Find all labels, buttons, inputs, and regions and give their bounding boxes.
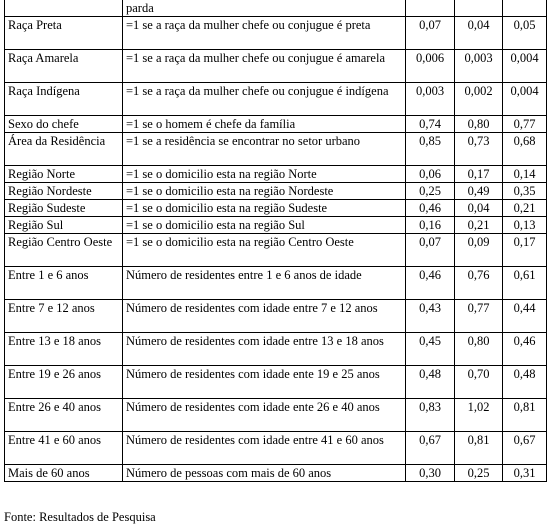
value-cell-3: 0,68 (503, 133, 547, 166)
variable-cell: Entre 19 e 26 anos (5, 366, 123, 399)
variable-cell: Raça Preta (5, 17, 123, 50)
table-row (5, 83, 547, 116)
variable-cell: Sexo do chefe (5, 116, 123, 133)
table-row (5, 217, 547, 234)
value-cell-3: 0,004 (503, 50, 547, 83)
description-cell: =1 se a raça da mulher chefe ou conjugue é indígena (123, 83, 406, 116)
value-cell-2: 0,04 (455, 200, 503, 217)
value-cell-2: 0,70 (455, 366, 503, 399)
description-cell: Número de residentes com idade ente 19 e 25 anos (123, 366, 406, 399)
value-cell-3: 0,14 (503, 166, 547, 183)
value-cell-1: 0,43 (406, 300, 455, 333)
value-cell-2: 0,77 (455, 300, 503, 333)
value-cell-2: 0,003 (455, 50, 503, 83)
table-row (5, 200, 547, 217)
description-cell: Número de residentes com idade ente 26 e 40 anos (123, 399, 406, 432)
description-cell: Número de residentes com idade entre 13 e 18 anos (123, 333, 406, 366)
value-cell-2: 0,17 (455, 166, 503, 183)
variable-cell: Região Centro Oeste (5, 234, 123, 267)
variable-cell: Região Sul (5, 217, 123, 234)
table-row (5, 50, 547, 83)
variable-cell: Raça Indígena (5, 83, 123, 116)
table-row (5, 116, 547, 133)
value-cell-1: 0,30 (406, 465, 455, 482)
variable-cell: Área da Residência (5, 133, 123, 166)
variables-table (4, 0, 547, 482)
value-cell-3: 0,48 (503, 366, 547, 399)
table-row (5, 0, 547, 17)
table-row (5, 133, 547, 166)
value-cell-1: 0,006 (406, 50, 455, 83)
source-note: Fonte: Resultados de Pesquisa (4, 510, 156, 524)
value-cell-1: 0,85 (406, 133, 455, 166)
value-cell-3: 0,61 (503, 267, 547, 300)
value-cell-3: 0,004 (503, 83, 547, 116)
value-cell-1: 0,83 (406, 399, 455, 432)
value-cell-3: 0,05 (503, 17, 547, 50)
value-cell-3: 0,67 (503, 432, 547, 465)
table-row (5, 183, 547, 200)
description-cell: Número de residentes com idade entre 41 e 60 anos (123, 432, 406, 465)
value-cell-1: 0,07 (406, 17, 455, 50)
value-cell-1: 0,07 (406, 234, 455, 267)
description-cell: parda (123, 0, 406, 17)
table-row (5, 166, 547, 183)
value-cell-2: 0,09 (455, 234, 503, 267)
value-cell-2: 0,76 (455, 267, 503, 300)
description-cell: =1 se a raça da mulher chefe ou conjugue é amarela (123, 50, 406, 83)
value-cell-3: 0,13 (503, 217, 547, 234)
value-cell-2: 0,04 (455, 17, 503, 50)
value-cell-2: 1,02 (455, 399, 503, 432)
variable-cell: Região Norte (5, 166, 123, 183)
value-cell-2: 0,002 (455, 83, 503, 116)
table-row (5, 366, 547, 399)
description-cell: Número de residentes entre 1 e 6 anos de idade (123, 267, 406, 300)
value-cell-2: 0,73 (455, 133, 503, 166)
value-cell-2: 0,25 (455, 465, 503, 482)
value-cell-3: 0,44 (503, 300, 547, 333)
value-cell-1: 0,67 (406, 432, 455, 465)
description-cell: =1 se o domicilio esta na região Centro Oeste (123, 234, 406, 267)
variable-cell: Entre 1 e 6 anos (5, 267, 123, 300)
description-cell: =1 se o domicilio esta na região Nordeste (123, 183, 406, 200)
value-cell-2: 0,21 (455, 217, 503, 234)
variable-cell: Entre 26 e 40 anos (5, 399, 123, 432)
value-cell-3: 0,21 (503, 200, 547, 217)
table-row (5, 234, 547, 267)
value-cell-3: 0,31 (503, 465, 547, 482)
variable-cell: Região Sudeste (5, 200, 123, 217)
variable-cell: Raça Amarela (5, 50, 123, 83)
value-cell-1 (406, 0, 455, 17)
value-cell-3: 0,35 (503, 183, 547, 200)
table-row (5, 267, 547, 300)
value-cell-2: 0,80 (455, 333, 503, 366)
value-cell-1: 0,46 (406, 267, 455, 300)
value-cell-3: 0,46 (503, 333, 547, 366)
value-cell-1: 0,46 (406, 200, 455, 217)
table-row (5, 399, 547, 432)
table-row (5, 333, 547, 366)
variable-cell: Entre 7 e 12 anos (5, 300, 123, 333)
description-cell: Número de residentes com idade entre 7 e 12 anos (123, 300, 406, 333)
value-cell-1: 0,003 (406, 83, 455, 116)
variable-cell: Entre 41 e 60 anos (5, 432, 123, 465)
table-row (5, 300, 547, 333)
value-cell-1: 0,06 (406, 166, 455, 183)
value-cell-1: 0,74 (406, 116, 455, 133)
value-cell-1: 0,48 (406, 366, 455, 399)
table-row (5, 17, 547, 50)
table-row (5, 432, 547, 465)
description-cell: =1 se o domicilio esta na região Norte (123, 166, 406, 183)
value-cell-2 (455, 0, 503, 17)
value-cell-3: 0,81 (503, 399, 547, 432)
description-cell: =1 se o domicilio esta na região Sudeste (123, 200, 406, 217)
variable-cell (5, 0, 123, 17)
value-cell-3: 0,17 (503, 234, 547, 267)
description-cell: =1 se o domicilio esta na região Sul (123, 217, 406, 234)
value-cell-1: 0,25 (406, 183, 455, 200)
value-cell-3: 0,77 (503, 116, 547, 133)
variable-cell: Entre 13 e 18 anos (5, 333, 123, 366)
value-cell-3 (503, 0, 547, 17)
variable-cell: Região Nordeste (5, 183, 123, 200)
value-cell-2: 0,80 (455, 116, 503, 133)
variable-cell: Mais de 60 anos (5, 465, 123, 482)
value-cell-1: 0,16 (406, 217, 455, 234)
value-cell-1: 0,45 (406, 333, 455, 366)
table-row (5, 465, 547, 482)
description-cell: Número de pessoas com mais de 60 anos (123, 465, 406, 482)
description-cell: =1 se o homem é chefe da família (123, 116, 406, 133)
value-cell-2: 0,81 (455, 432, 503, 465)
description-cell: =1 se a raça da mulher chefe ou conjugue é preta (123, 17, 406, 50)
description-cell: =1 se a residência se encontrar no setor urbano (123, 133, 406, 166)
value-cell-2: 0,49 (455, 183, 503, 200)
